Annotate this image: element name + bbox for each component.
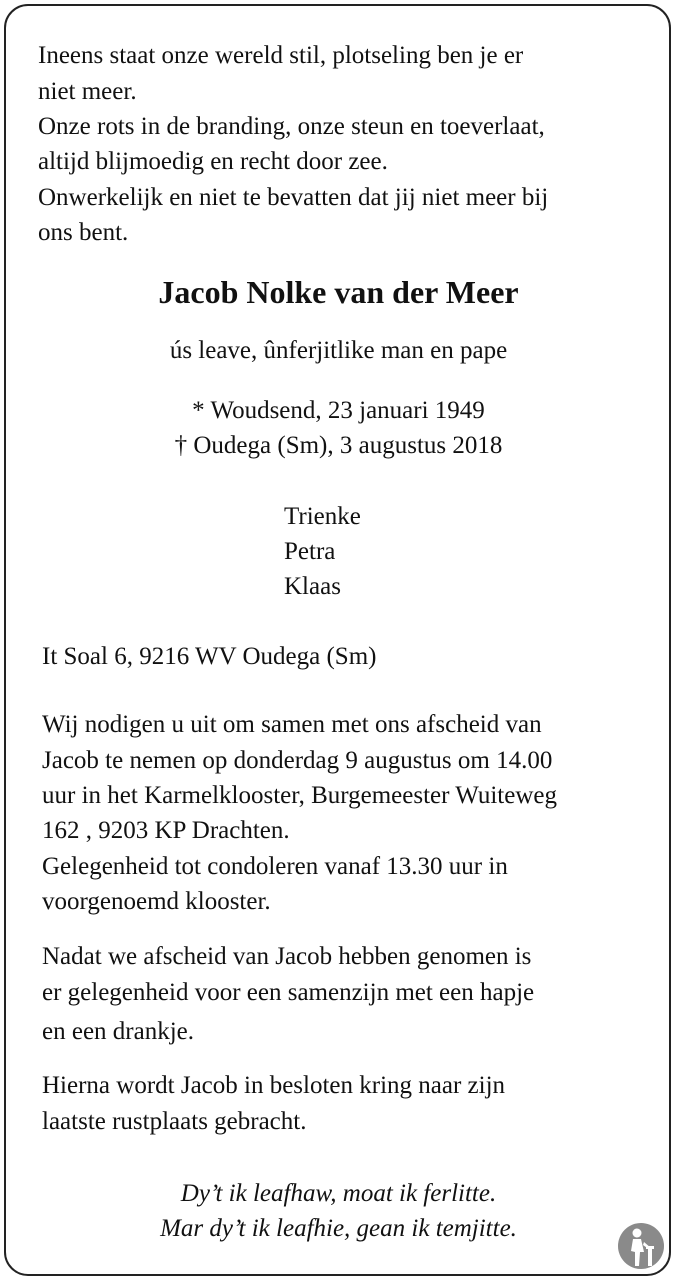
- invitation-line: Jacob te nemen op donderdag 9 augustus om 14.00: [42, 747, 553, 774]
- gathering-line: Nadat we afscheid van Jacob hebben genomen is: [42, 943, 532, 970]
- invitation-line: Wij nodigen u uit om samen met ons afscheid van: [42, 711, 542, 738]
- intro-line: niet meer.: [38, 78, 137, 105]
- death-line: † Oudega (Sm), 3 augustus 2018: [174, 432, 503, 459]
- family-member: Petra: [284, 538, 336, 565]
- memorial-figure-icon: [617, 1222, 665, 1270]
- intro-line: Onwerkelijk en niet te bevatten dat jij niet meer bij: [38, 184, 549, 211]
- address: It Soal 6, 9216 WV Oudega (Sm): [42, 643, 377, 670]
- verse-line: Dy’t ik leafhaw, moat ik ferlitte.: [180, 1180, 497, 1207]
- intro-line: ons bent.: [38, 219, 129, 246]
- gathering-line: en een drankje.: [42, 1018, 195, 1045]
- invitation-line: Gelegenheid tot condoleren vanaf 13.30 uur in: [42, 853, 508, 880]
- birth-line: * Woudsend, 23 januari 1949: [192, 397, 485, 424]
- invitation-line: uur in het Karmelklooster, Burgemeester Wuiteweg: [42, 782, 557, 809]
- relation-line: ús leave, ûnferjitlike man en pape: [169, 337, 508, 364]
- burial-line: Hierna wordt Jacob in besloten kring naar zijn: [42, 1072, 506, 1099]
- verse-line: Mar dy’t ik leafhie, gean ik temjitte.: [160, 1215, 517, 1242]
- intro-line: Ineens staat onze wereld stil, plotseling ben je er: [38, 42, 524, 69]
- gathering-line: er gelegenheid voor een samenzijn met een hapje: [42, 979, 535, 1006]
- burial-line: laatste rustplaats gebracht.: [42, 1108, 307, 1135]
- intro-line: Onze rots in de branding, onze steun en toeverlaat,: [38, 113, 545, 140]
- deceased-name: Jacob Nolke van der Meer: [158, 274, 519, 310]
- family-member: Klaas: [284, 573, 341, 600]
- intro-line: altijd blijmoedig en recht door zee.: [38, 148, 388, 175]
- invitation-line: 162 , 9203 KP Drachten.: [42, 817, 290, 844]
- invitation-line: voorgenoemd klooster.: [42, 888, 271, 915]
- family-member: Trienke: [284, 503, 361, 530]
